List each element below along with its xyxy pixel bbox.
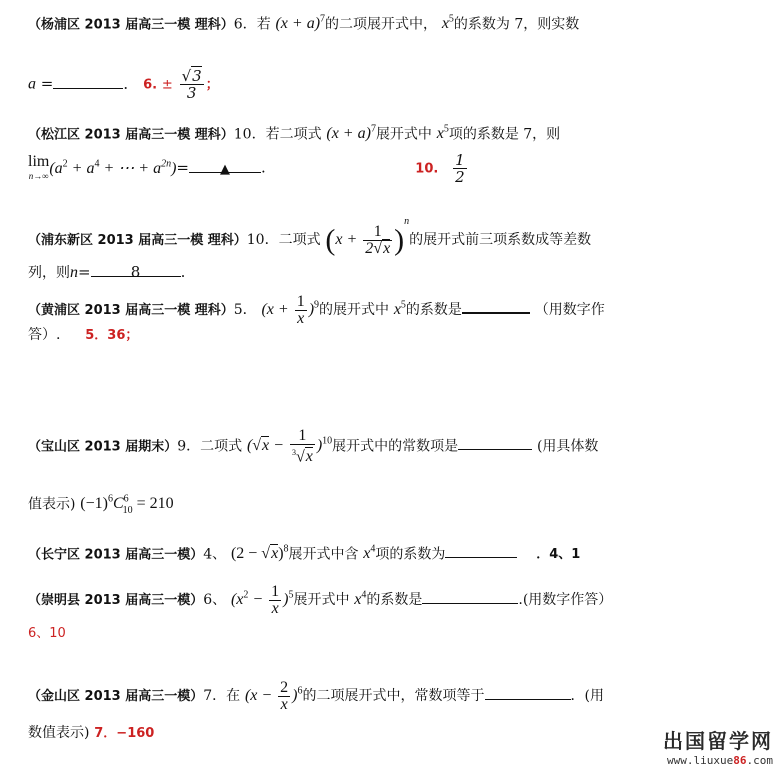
problem-8-blank[interactable] (485, 685, 571, 700)
problem-8-text-a: 在 (226, 688, 241, 705)
problem-1-text-a: 若 (256, 16, 271, 33)
problem-2-line-2: lim n→∞ ($a^2 + a^4$ + ⋯ + $a^{2n})=$ ▲ . 10. $\frac{1}{2}$ (28, 151, 465, 186)
problem-7-text-d: .(用数字作答） (518, 592, 613, 609)
problem-1-line-2: a = ． 6. ± $\frac{√3}{3}$ ； (28, 67, 219, 102)
problem-2-number: 10． (233, 126, 266, 143)
problem-1-expression: $(x + a)^7$ (275, 14, 326, 33)
problem-3-answer: 8 (130, 263, 141, 281)
problem-1-blank[interactable] (53, 74, 123, 89)
problem-2-term: $x^5$ (436, 124, 449, 143)
problem-1-term: $x^5$ (441, 14, 454, 33)
problem-4-term: $x^5$ (393, 299, 406, 319)
problem-4-text-d: （用数字作 (534, 302, 605, 319)
problem-2-answer-label: 10. (415, 161, 439, 177)
problem-8-answer: 7．−160 (94, 726, 155, 741)
problem-3-text-b: 的展开式前三项系数成等差数 (409, 232, 592, 248)
problem-1-text-b: 的二项展开式中， (325, 16, 438, 33)
problem-2-limit: lim n→∞ ($a^2 + a^4$ + ⋯ + $a^{2n}$) (28, 152, 177, 181)
problem-6-source: （长宁区 2013 届高三一模） (28, 547, 204, 563)
problem-8-text-c: ．(用 (570, 688, 604, 705)
problem-1-variable: a (28, 75, 36, 93)
problem-2-text-a: 若二项式 (265, 126, 322, 143)
problem-5-text-d: 值表示) (28, 496, 76, 513)
problem-6-number: 4、 (203, 546, 227, 563)
problem-8-source: （金山区 2013 届高三一模） (28, 689, 204, 705)
problem-7-blank[interactable] (422, 589, 518, 604)
problem-7-line-1 (28, 584, 612, 617)
watermark-title: 出国留学网 (663, 729, 773, 753)
problem-7-term: $x^4$ (354, 589, 367, 609)
problem-4-text-b: 的展开式中 (319, 302, 390, 319)
problem-1-line-1 (28, 10, 579, 35)
problem-7-text-b: 展开式中 (293, 592, 350, 609)
problem-7-number: 6、 (203, 592, 227, 609)
problem-5-answer: 210 (149, 495, 174, 513)
problem-5-line-2 (28, 490, 174, 521)
problem-3-text-a: 二项式 (278, 232, 321, 248)
problem-5-text-b: 展开式中的常数项是 (332, 438, 459, 455)
problem-8-number: 7． (203, 688, 227, 705)
problem-5-line-1 (28, 428, 598, 465)
problem-6-expression: $(2 - √x)^8$ (230, 544, 289, 563)
problem-2-answer-fraction: $\frac{1}{2}$ (455, 151, 465, 186)
problem-7-line-2 (28, 622, 66, 644)
problem-4-answer: 5．36； (85, 328, 139, 343)
problem-6-text-c: 项的系数为 (375, 546, 446, 563)
problem-6-line-1 (28, 540, 580, 565)
problem-3-expression: (x + $\frac{1}{2√x}$ )$^n$ (325, 216, 410, 257)
problem-1-text-c: 的系数为 7，则实数 (453, 16, 580, 33)
problem-5-source: （宝山区 2013 届期末） (28, 439, 178, 455)
problem-1-source: （杨浦区 2013 届高三一模 理科） (28, 17, 234, 33)
problem-8-text-b: 的二项展开式中，常数项等于 (302, 688, 485, 705)
problem-3-line-2: 列，则n= 8 . (28, 263, 186, 281)
problem-7-answer: 6、10 (28, 626, 66, 641)
problem-2-line-1 (28, 120, 560, 145)
problem-1-answer-fraction: $\frac{√3}{3}$ (181, 67, 202, 102)
problem-2-text-b: 展开式中 (375, 126, 432, 143)
problem-7-text-c: 的系数是 (366, 592, 423, 609)
problem-2-expression: $(x + a)^7$ (326, 124, 376, 143)
problem-4-text-e: 答）. (28, 327, 61, 343)
problem-4-text-c: 的系数是 (405, 302, 462, 319)
problem-3-variable: n (70, 264, 78, 281)
problem-1-answer-sign: ± (161, 77, 173, 93)
problem-6-blank[interactable] (445, 543, 517, 558)
problem-5-text-c: (用具体数 (536, 438, 599, 455)
problem-5-text-a: 二项式 (200, 438, 243, 455)
watermark-url-b: 86 (733, 754, 747, 767)
problem-2-source: （松江区 2013 届高三一模 理科） (28, 127, 234, 143)
problem-6-text-b: 展开式中含 (288, 546, 359, 563)
problem-4-expression: (x + $\frac{1}{x}$ )$^9$ (261, 293, 320, 327)
problem-3-text-c: 列，则 (28, 265, 70, 281)
watermark-url (663, 754, 773, 767)
problem-6-term: $x^4$ (363, 544, 376, 563)
problem-8-line-1 (28, 680, 604, 713)
problem-5-number: 9． (177, 438, 201, 455)
problem-4-blank[interactable] (462, 298, 530, 314)
problem-4-line-2 (28, 324, 138, 346)
problem-2-blank[interactable] (189, 158, 261, 177)
problem-4-source: （黄浦区 2013 届高三一模 理科） (28, 303, 234, 319)
problem-1-number: 6． (233, 16, 257, 33)
problem-2-text-c: 项的系数是 7，则 (448, 126, 561, 143)
problem-5-blank[interactable] (458, 435, 532, 450)
problem-8-line-2 (28, 722, 154, 744)
problem-8-text-d: 数值表示) (28, 725, 90, 741)
watermark (663, 725, 773, 767)
problem-5-solution: $(-1)^6C^6_{10} = 210$ (80, 494, 174, 516)
problem-7-source: （崇明县 2013 届高三一模） (28, 593, 204, 609)
problem-6-answer: ．4、1 (536, 547, 581, 563)
problem-2-blank-mark: ▲ (219, 161, 230, 177)
problem-3-line-1 (28, 212, 591, 257)
watermark-url-a: www.liuxue (667, 754, 734, 767)
problem-7-expression: ($x^2$ − $\frac{1}{x}$ )$^5$ (230, 583, 294, 617)
problem-4-line-1 (28, 294, 605, 327)
watermark-url-c: .com (746, 754, 773, 767)
problem-4-number: 5． (233, 302, 257, 319)
problem-3-source: （浦东新区 2013 届高三一模 理科） (28, 233, 247, 248)
problem-8-expression: (x − $\frac{2}{x}$ )$^6$ (244, 679, 303, 713)
problem-3-number: 10． (246, 232, 279, 248)
problem-5-expression: (√x − $\frac{1}{^3√x}$ )$^{10}$ (246, 427, 333, 466)
problem-1-answer-tail: ； (205, 77, 219, 93)
problem-1-answer-label: 6. (143, 77, 158, 93)
